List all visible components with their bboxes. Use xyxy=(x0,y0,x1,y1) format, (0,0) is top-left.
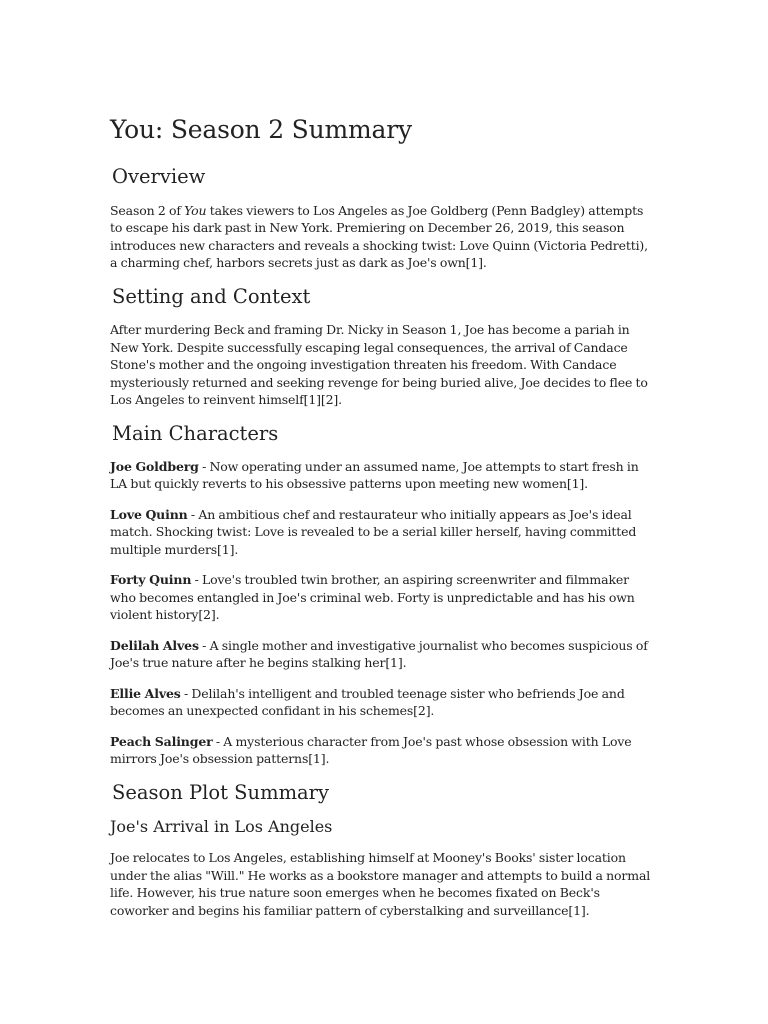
character-entry-joe xyxy=(110,458,658,493)
character-description: - An ambitious chef and restaurateur who initially appears as Joe's ideal match. Shocking twist: Love is revealed to be a serial killer herself, having committed multiple murders[1]. xyxy=(110,506,637,557)
character-description: - A mysterious character from Joe's past whose obsession with Love mirrors Joe's obsession patterns[1]. xyxy=(110,733,632,767)
character-entry-delilah xyxy=(110,637,658,672)
plot-subheading: Joe's Arrival in Los Angeles xyxy=(110,817,333,837)
characters-heading: Main Characters xyxy=(112,421,279,445)
overview-text-after: takes viewers to Los Angeles as Joe Goldberg (Penn Badgley) attempts to escape his dark past in New York. Premiering on December 26, 2019, this season introduces new characters and reveals a shocking twist: Love Quinn (Victoria Pedretti), a charming chef, harbors secrets just as dark as Joe's own[1]. xyxy=(110,202,648,271)
character-description: - Now operating under an assumed name, Joe attempts to start fresh in LA but quickly reverts to his obsessive patterns upon meeting new women[1]. xyxy=(110,458,639,492)
overview-heading: Overview xyxy=(112,165,206,189)
overview-paragraph xyxy=(110,202,658,272)
character-name: Joe Goldberg xyxy=(110,458,199,474)
setting-heading: Setting and Context xyxy=(112,284,311,308)
plot-heading: Season Plot Summary xyxy=(112,780,330,804)
character-name: Peach Salinger xyxy=(110,733,213,749)
character-entry-love xyxy=(110,506,658,559)
character-description: - Delilah's intelligent and troubled teenage sister who befriends Joe and becomes an unexpected confidant in his schemes[2]. xyxy=(110,685,625,719)
overview-show-title: You xyxy=(184,202,207,218)
character-name: Forty Quinn xyxy=(110,572,192,588)
setting-paragraph: After murdering Beck and framing Dr. Nicky in Season 1, Joe has become a pariah in New York. Despite successfully escaping legal consequences, the arrival of Candace Stone's mother and the ongoing investigation threaten his freedom. With Candace mysteriously returned and seeking revenge for being buried alive, Joe decides to flee to Los Angeles to reinvent himself[1][2]. xyxy=(110,322,648,407)
overview-text-before: Season 2 of xyxy=(110,202,185,218)
character-description: - Love's troubled twin brother, an aspiring screenwriter and filmmaker who becomes entangled in Joe's criminal web. Forty is unpredictable and has his own violent history[2]. xyxy=(110,572,635,623)
page-title: You: Season 2 Summary xyxy=(110,115,412,144)
plot-paragraph: Joe relocates to Los Angeles, establishing himself at Mooney's Books' sister location under the alias "Will." He works as a bookstore manager and attempts to build a normal life. However, his true nature soon emerges when he becomes fixated on Beck's coworker and begins his familiar pattern of cyberstalking and surveillance[1]. xyxy=(110,850,651,918)
character-name: Ellie Alves xyxy=(110,685,181,701)
character-entry-forty xyxy=(110,571,658,624)
character-name: Love Quinn xyxy=(110,506,188,522)
character-entry-peach xyxy=(110,733,658,768)
character-description: - A single mother and investigative journalist who becomes suspicious of Joe's true nature after he begins stalking her[1]. xyxy=(110,637,648,671)
character-entry-ellie xyxy=(110,685,658,720)
character-name: Delilah Alves xyxy=(110,637,199,653)
